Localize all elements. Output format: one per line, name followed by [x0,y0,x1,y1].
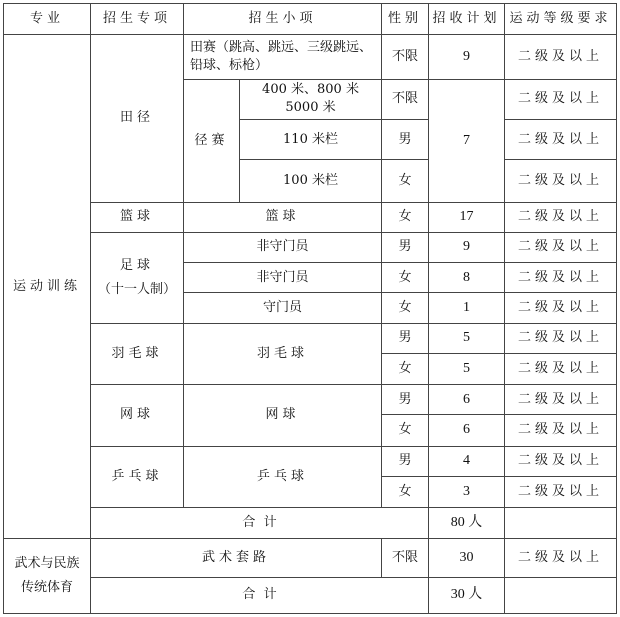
level-cell: 二级及以上 [505,79,617,119]
table-row [4,202,617,232]
major-wushu [4,539,91,614]
enrollment-plan-table [3,3,617,614]
sub-item-track-100: 100 米栏 [240,160,382,202]
gender-cell: 男 [382,385,429,415]
plan-cell: 3 [429,476,505,507]
gender-cell: 不限 [382,539,429,577]
plan-cell: 5 [429,323,505,353]
subtotal-label: 合 计 [91,577,429,613]
header-gender: 性别 [382,4,429,35]
level-cell: 二级及以上 [505,35,617,79]
header-sub-item: 招生小项 [184,4,382,35]
subtotal-empty-cell [505,508,617,539]
sub-item-field-events [184,35,382,79]
plan-cell: 9 [429,232,505,262]
field-events-line2: 铅球、标枪） [190,57,269,73]
level-cell: 二级及以上 [505,415,617,446]
gender-cell: 不限 [382,35,429,79]
major-wushu-line1: 武术与民族 [14,556,80,572]
table-row [4,446,617,476]
level-cell: 二级及以上 [505,160,617,202]
football-name: 足球 [119,257,154,273]
sub-item-pingpong: 乒乓球 [184,446,382,507]
gender-cell: 女 [382,353,429,384]
level-cell: 二级及以上 [505,293,617,323]
plan-cell: 1 [429,293,505,323]
gender-cell: 女 [382,263,429,293]
sub-item-track-110: 110 米栏 [240,119,382,159]
plan-cell: 9 [429,35,505,79]
sub-item-football: 非守门员 [184,232,382,262]
level-cell: 二级及以上 [505,323,617,353]
level-cell: 二级及以上 [505,446,617,476]
plan-cell: 4 [429,446,505,476]
sub-item-football: 非守门员 [184,263,382,293]
table-row [4,35,617,79]
major-sports-training: 运动训练 [4,35,91,539]
plan-cell: 7 [429,79,505,202]
sub-item-football: 守门员 [184,293,382,323]
gender-cell: 女 [382,476,429,507]
header-plan: 招收计划 [429,4,505,35]
major-wushu-line2: 传统体育 [20,580,73,596]
header-special: 招生专项 [91,4,184,35]
header-major: 专业 [4,4,91,35]
special-basketball: 篮球 [91,202,184,232]
subtotal-wushu-value: 30 人 [429,577,505,613]
table-row [4,232,617,262]
sub-item-track-400 [240,79,382,119]
sub-item-basketball: 篮球 [184,202,382,232]
gender-cell: 男 [382,323,429,353]
field-events-line1: 田赛（跳高、跳远、三级跳远、 [190,39,373,55]
gender-cell: 男 [382,446,429,476]
gender-cell: 女 [382,415,429,446]
track-400-line2: 5000 米 [285,100,336,116]
plan-cell: 8 [429,263,505,293]
track-400-line1: 400 米、800 米 [262,82,359,98]
gender-cell: 男 [382,232,429,262]
plan-cell: 30 [429,539,505,577]
football-format: （十一人制） [97,281,176,297]
gender-cell: 不限 [382,79,429,119]
sub-item-badminton: 羽毛球 [184,323,382,384]
special-tennis: 网球 [91,385,184,446]
plan-cell: 6 [429,415,505,446]
sub-item-track: 径赛 [184,79,240,202]
level-cell: 二级及以上 [505,353,617,384]
subtotal-sports-value: 80 人 [429,508,505,539]
level-cell: 二级及以上 [505,202,617,232]
special-football [91,232,184,323]
gender-cell: 男 [382,119,429,159]
special-badminton: 羽毛球 [91,323,184,384]
sub-item-tennis: 网球 [184,385,382,446]
gender-cell: 女 [382,293,429,323]
header-level: 运动等级要求 [505,4,617,35]
subtotal-empty-cell [505,577,617,613]
plan-cell: 17 [429,202,505,232]
level-cell: 二级及以上 [505,385,617,415]
header-row [4,4,617,35]
subtotal-row [4,577,617,613]
gender-cell: 女 [382,160,429,202]
level-cell: 二级及以上 [505,232,617,262]
level-cell: 二级及以上 [505,263,617,293]
level-cell: 二级及以上 [505,539,617,577]
subtotal-label: 合 计 [91,508,429,539]
sub-item-wushu: 武术套路 [91,539,382,577]
special-athletics: 田径 [91,35,184,202]
plan-cell: 5 [429,353,505,384]
table-row [4,539,617,577]
special-pingpong: 乒乓球 [91,446,184,507]
subtotal-row [4,508,617,539]
level-cell: 二级及以上 [505,476,617,507]
table-row [4,323,617,353]
gender-cell: 女 [382,202,429,232]
level-cell: 二级及以上 [505,119,617,159]
plan-cell: 6 [429,385,505,415]
table-row [4,385,617,415]
